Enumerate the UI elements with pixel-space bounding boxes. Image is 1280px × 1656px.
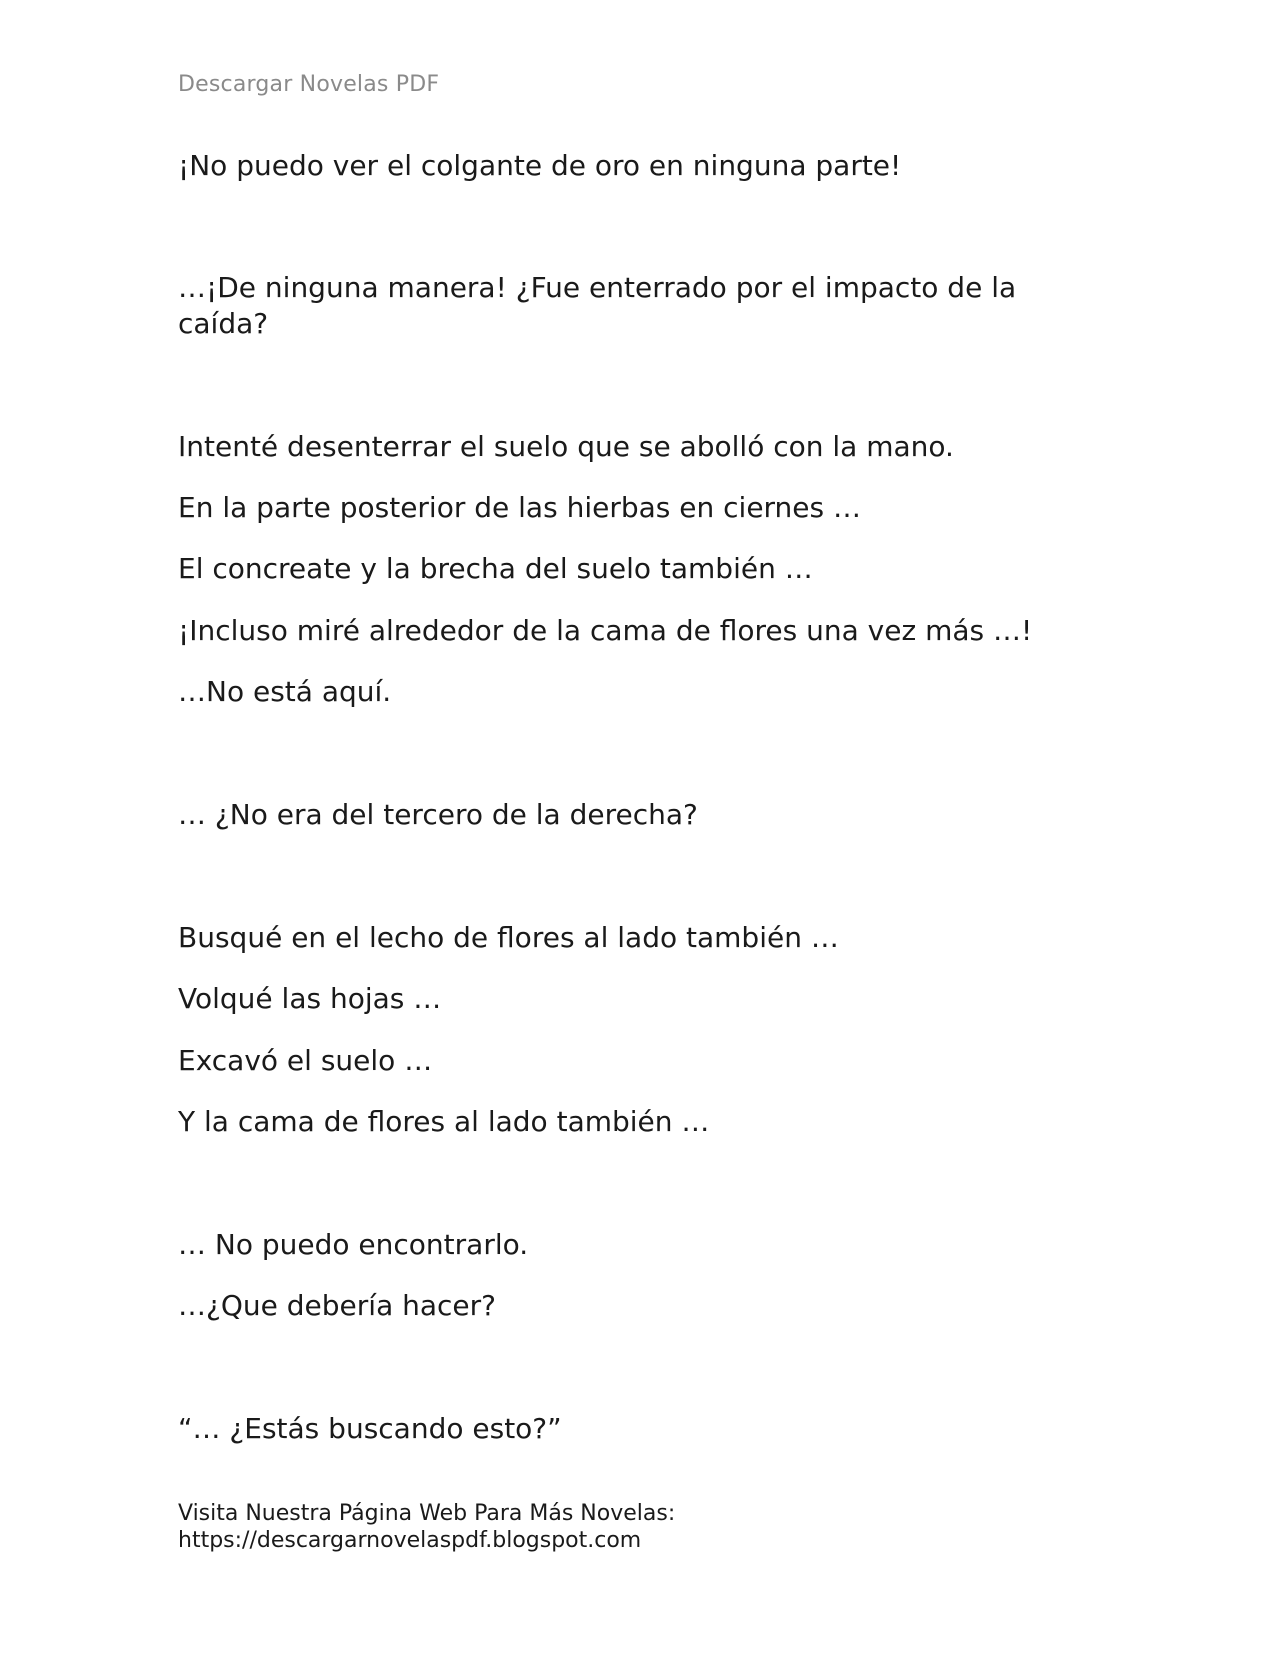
paragraph: ¡Incluso miré alrededor de la cama de flores una vez más …! — [178, 614, 1033, 647]
paragraph: …¡De ninguna manera! ¿Fue enterrado por el impacto de la caída? — [178, 271, 1017, 340]
paragraph: …No está aquí. — [178, 675, 392, 708]
paragraph: “… ¿Estás buscando esto?” — [178, 1412, 562, 1445]
footer-text: Visita Nuestra Página Web Para Más Novelas: — [178, 1501, 676, 1526]
paragraph: …¿Que debería hacer? — [178, 1289, 497, 1322]
paragraph: Busqué en el lecho de flores al lado también … — [178, 921, 839, 954]
paragraph: El concreate y la brecha del suelo también … — [178, 552, 813, 585]
paragraph: ¡No puedo ver el colgante de oro en ninguna parte! — [178, 149, 902, 182]
paragraph: Excavó el suelo … — [178, 1044, 433, 1077]
paragraph: … ¿No era del tercero de la derecha? — [178, 798, 698, 831]
page-footer — [178, 1500, 675, 1554]
paragraph: Volqué las hojas … — [178, 982, 442, 1015]
paragraph: Y la cama de flores al lado también … — [178, 1105, 710, 1138]
paragraph: Intenté desenterrar el suelo que se abolló con la mano. — [178, 430, 954, 463]
paragraph: … No puedo encontrarlo. — [178, 1228, 529, 1261]
paragraph: En la parte posterior de las hierbas en ciernes … — [178, 491, 862, 524]
footer-link[interactable]: https://descargarnovelaspdf.blogspot.com — [178, 1528, 642, 1553]
page-header: Descargar Novelas PDF — [178, 72, 440, 97]
